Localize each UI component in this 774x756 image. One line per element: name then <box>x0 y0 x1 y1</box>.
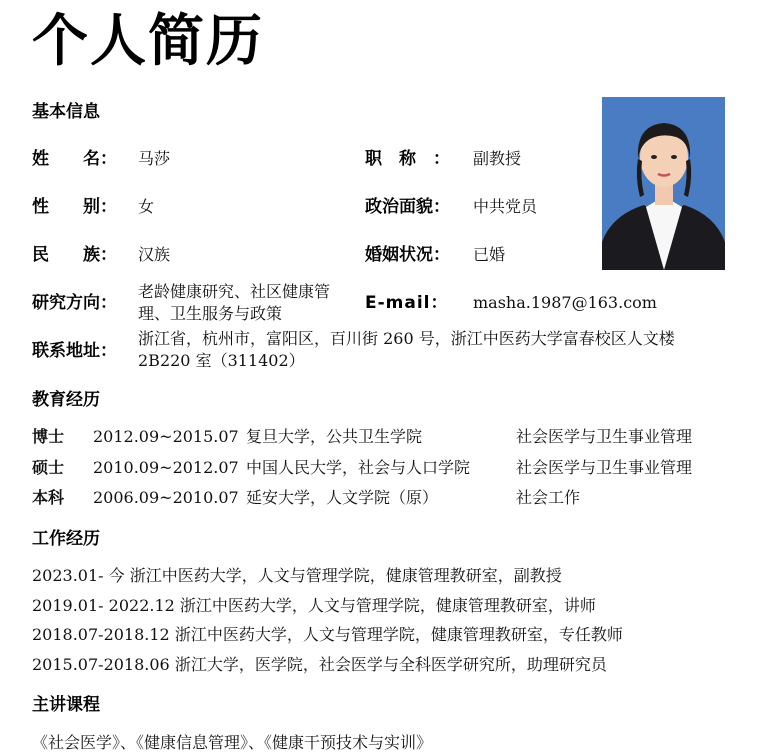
work-item: 2023.01- 今 浙江中医药大学，人文与管理学院，健康管理教研室，副教授 <box>32 566 562 585</box>
gender-label: 性 别： <box>32 197 117 217</box>
section-basic-info: 基本信息 <box>32 102 100 122</box>
education-degree: 博士 <box>32 427 65 446</box>
politics-value: 中共党员 <box>473 197 538 216</box>
portrait-icon <box>602 97 725 270</box>
address-value: 浙江省，杭州市，富阳区，百川街 260 号，浙江中医药大学富春校区人文楼 2B220 室（311402） <box>138 329 675 370</box>
section-work: 工作经历 <box>32 529 100 549</box>
research-label: 研究方向： <box>32 293 117 313</box>
education-degree: 硕士 <box>32 458 65 477</box>
work-item: 2015.07-2018.06 浙江大学，医学院，社会医学与全科医学研究所，助理研究员 <box>32 655 607 674</box>
work-item: 2018.07-2018.12 浙江中医药大学，人文与管理学院，健康管理教研室，专任教师 <box>32 625 623 644</box>
education-degree: 本科 <box>32 488 65 507</box>
courses-list: 《社会医学》、《健康信息管理》、《健康干预技术与实训》 <box>32 733 433 752</box>
title-label: 职 称 ： <box>365 149 450 169</box>
address-label: 联系地址： <box>32 341 117 361</box>
email-label: E-mail： <box>365 293 449 313</box>
work-item: 2019.01- 2022.12 浙江中医药大学，人文与管理学院，健康管理教研室，讲师 <box>32 596 596 615</box>
education-school: 中国人民大学，社会与人口学院 <box>246 458 471 477</box>
education-school: 复旦大学，公共卫生学院 <box>246 427 423 446</box>
section-courses: 主讲课程 <box>32 695 100 715</box>
profile-photo <box>602 97 725 270</box>
section-education: 教育经历 <box>32 390 100 410</box>
politics-label: 政治面貌： <box>365 197 450 217</box>
education-period: 2010.09~2012.07 <box>93 458 239 477</box>
ethnic-value: 汉族 <box>138 245 171 264</box>
research-value: 老龄健康研究、社区健康管理、卫生服务与政策 <box>138 282 331 323</box>
gender-value: 女 <box>138 197 155 216</box>
education-major: 社会医学与卫生事业管理 <box>516 458 693 477</box>
ethnic-label: 民 族： <box>32 245 117 265</box>
page-title: 个人简历 <box>32 9 264 74</box>
email-value: masha.1987@163.com <box>473 293 657 312</box>
marital-label: 婚姻状况： <box>365 245 450 265</box>
education-period: 2012.09~2015.07 <box>93 427 239 446</box>
education-period: 2006.09~2010.07 <box>93 488 239 507</box>
name-label: 姓 名： <box>32 149 117 169</box>
education-school: 延安大学，人文学院（原） <box>246 488 439 507</box>
education-major: 社会工作 <box>516 488 581 507</box>
education-major: 社会医学与卫生事业管理 <box>516 427 693 446</box>
name-value: 马莎 <box>138 149 171 168</box>
marital-value: 已婚 <box>473 245 506 264</box>
title-value: 副教授 <box>473 149 522 168</box>
